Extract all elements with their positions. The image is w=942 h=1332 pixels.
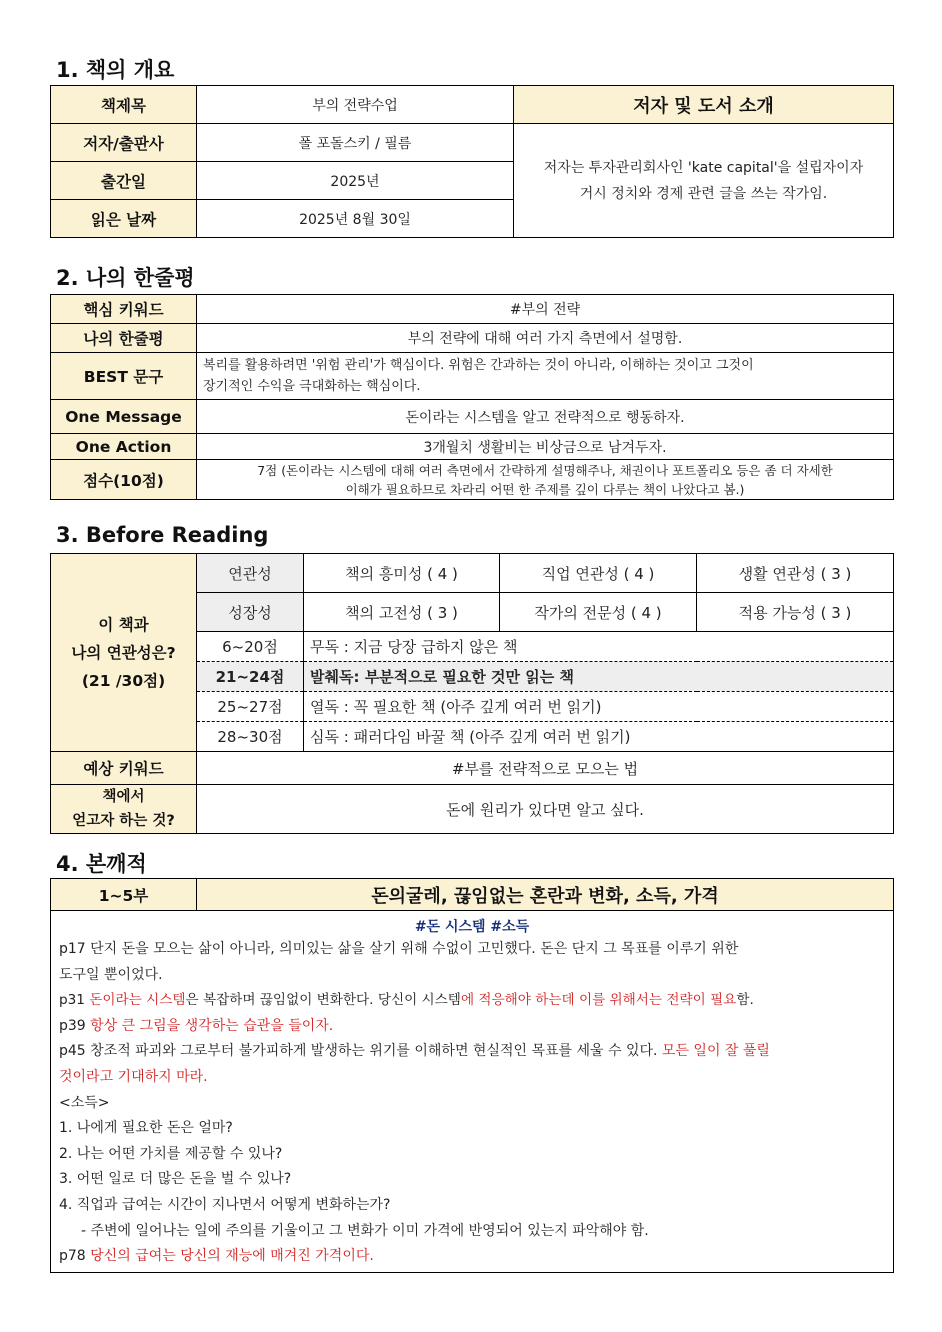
intro-text <box>514 124 894 238</box>
applicability-score: 적용 가능성 ( 3 ) <box>697 593 894 632</box>
scale-range: 6~20점 <box>197 632 304 662</box>
note-p17-line-2: 도구일 뿐이었다. <box>59 966 163 983</box>
relevance-q-line-3: (21 /30점) <box>81 671 166 690</box>
note-p45-line-1: p45 창조적 파괴와 그로부터 불가피하게 발생하는 위기를 이해하면 현실적인 목표를 세울 수 있다. 모든 일이 잘 풀릴 <box>59 1043 770 1060</box>
gain-label <box>51 785 197 834</box>
before-reading-table <box>50 553 894 834</box>
scale-desc: 심독 : 패러다임 바꿀 책 (아주 깊게 여러 번 읽기) <box>304 722 894 752</box>
pub-date-label: 출간일 <box>51 162 197 200</box>
section-4-title: 4. 본깨적 <box>56 852 147 876</box>
income-question-1: 1. 나에게 필요한 돈은 얼마? <box>59 1120 233 1137</box>
review-value: 부의 전략에 대해 여러 가지 측면에서 설명함. <box>197 324 894 353</box>
score-line-2: 이해가 필요하므로 차라리 어떤 한 주제를 깊이 다루는 책이 나았다고 봄.) <box>345 481 745 497</box>
scale-desc: 무독 : 지금 당장 급하지 않은 책 <box>304 632 894 662</box>
gain-label-line-1: 책에서 <box>102 789 145 805</box>
note-p17-line-1: p17 단지 돈을 모으는 삶이 아니라, 의미있는 삶을 살기 위해 수없이 고민했다. 돈은 단지 그 목표를 이루기 위한 <box>59 941 739 957</box>
best-label: BEST 문구 <box>51 353 197 400</box>
income-question-2: 2. 나는 어떤 가치를 제공할 수 있나? <box>59 1145 283 1162</box>
best-line-1: 복리를 활용하려면 '위험 관리'가 핵심이다. 위험은 간과하는 것이 아니라, 이해하는 것이고 그것이 <box>203 358 754 373</box>
relevance-label: 연관성 <box>197 554 304 593</box>
author-value: 폴 포돌스키 / 필름 <box>197 124 514 162</box>
relevance-q-line-2: 나의 연관성은? <box>71 643 176 662</box>
author-label: 저자/출판사 <box>51 124 197 162</box>
income-heading: <소득> <box>59 1094 110 1111</box>
best-line-2: 장기적인 수익을 극대화하는 핵심이다. <box>203 379 421 394</box>
keyword-value: #부의 전략 <box>197 295 894 324</box>
gain-label-line-2: 얻고자 하는 것? <box>72 813 175 829</box>
relevance-question <box>51 554 197 752</box>
book-title-label: 책제목 <box>51 86 197 124</box>
notes-tags: #돈 시스템 #소득 <box>414 919 530 935</box>
pub-date-value: 2025년 <box>197 162 514 200</box>
job-relevance-score: 직업 연관성 ( 4 ) <box>500 554 697 593</box>
part-title: 돈의굴레, 끊임없는 혼란과 변화, 소득, 가격 <box>197 879 894 911</box>
read-date-label: 읽은 날짜 <box>51 200 197 238</box>
interest-score: 책의 흥미성 ( 4 ) <box>304 554 500 593</box>
expect-value: #부를 전략적으로 모으는 법 <box>197 752 894 785</box>
keyword-label: 핵심 키워드 <box>51 295 197 324</box>
section-2-title: 2. 나의 한줄평 <box>56 266 195 290</box>
scale-desc: 열독 : 꼭 필요한 책 (아주 깊게 여러 번 읽기) <box>304 692 894 722</box>
expertise-score: 작가의 전문성 ( 4 ) <box>500 593 697 632</box>
notes-body <box>51 911 894 1273</box>
scale-range: 25~27점 <box>197 692 304 722</box>
book-title-value: 부의 전략수업 <box>197 86 514 124</box>
note-p45-line-2: 것이라고 기대하지 마라. <box>59 1068 208 1085</box>
best-quote <box>197 353 894 400</box>
score-line-1: 7점 (돈이라는 시스템에 대해 여러 측면에서 간략하게 설명해주나, 채권이나 포트폴리오 등은 좀 더 자세한 <box>257 462 833 478</box>
intro-header: 저자 및 도서 소개 <box>514 86 894 124</box>
classic-score: 책의 고전성 ( 3 ) <box>304 593 500 632</box>
relevance-q-line-1: 이 책과 <box>98 615 149 634</box>
income-question-4-sub: - 주변에 일어나는 일에 주의를 기울이고 그 변화가 이미 가격에 반영되어 있는지 파악해야 함. <box>81 1222 649 1239</box>
income-question-4: 4. 직업과 급여는 시간이 지나면서 어떻게 변화하는가? <box>59 1196 391 1213</box>
score-value <box>197 460 894 500</box>
gain-value: 돈에 원리가 있다면 알고 싶다. <box>197 785 894 834</box>
scale-desc-selected: 발췌독: 부분적으로 필요한 것만 읽는 책 <box>304 662 894 692</box>
expect-label: 예상 키워드 <box>51 752 197 785</box>
book-overview-table <box>50 85 894 238</box>
life-relevance-score: 생활 연관성 ( 3 ) <box>697 554 894 593</box>
note-p31: p31 돈이라는 시스템은 복잡하며 끊임없이 변화한다. 당신이 시스템에 적응해야 하는데 이를 위해서는 전략이 필요함. <box>59 992 754 1009</box>
review-table <box>50 294 894 500</box>
growth-label: 성장성 <box>197 593 304 632</box>
note-p39: p39 항상 큰 그림을 생각하는 습관을 들이자. <box>59 1017 334 1034</box>
message-value: 돈이라는 시스템을 알고 전략적으로 행동하자. <box>197 400 894 434</box>
score-label: 점수(10점) <box>51 460 197 500</box>
income-question-3: 3. 어떤 일로 더 많은 돈을 벌 수 있나? <box>59 1171 292 1188</box>
scale-range-selected: 21~24점 <box>197 662 304 692</box>
scale-range: 28~30점 <box>197 722 304 752</box>
action-label: One Action <box>51 434 197 460</box>
intro-line-1: 저자는 투자관리회사인 'kate capital'을 설립자이자 <box>543 159 864 176</box>
action-value: 3개월치 생활비는 비상금으로 남겨두자. <box>197 434 894 460</box>
notes-table <box>50 878 894 1273</box>
read-date-value: 2025년 8월 30일 <box>197 200 514 238</box>
section-1-title: 1. 책의 개요 <box>56 58 175 82</box>
part-label: 1~5부 <box>51 879 197 911</box>
note-p78: p78 당신의 급여는 당신의 재능에 매겨진 가격이다. <box>59 1248 374 1265</box>
section-3-title: 3. Before Reading <box>56 523 269 547</box>
message-label: One Message <box>51 400 197 434</box>
review-label: 나의 한줄평 <box>51 324 197 353</box>
intro-line-2: 거시 정치와 경제 관련 글을 쓰는 작가임. <box>579 185 828 202</box>
